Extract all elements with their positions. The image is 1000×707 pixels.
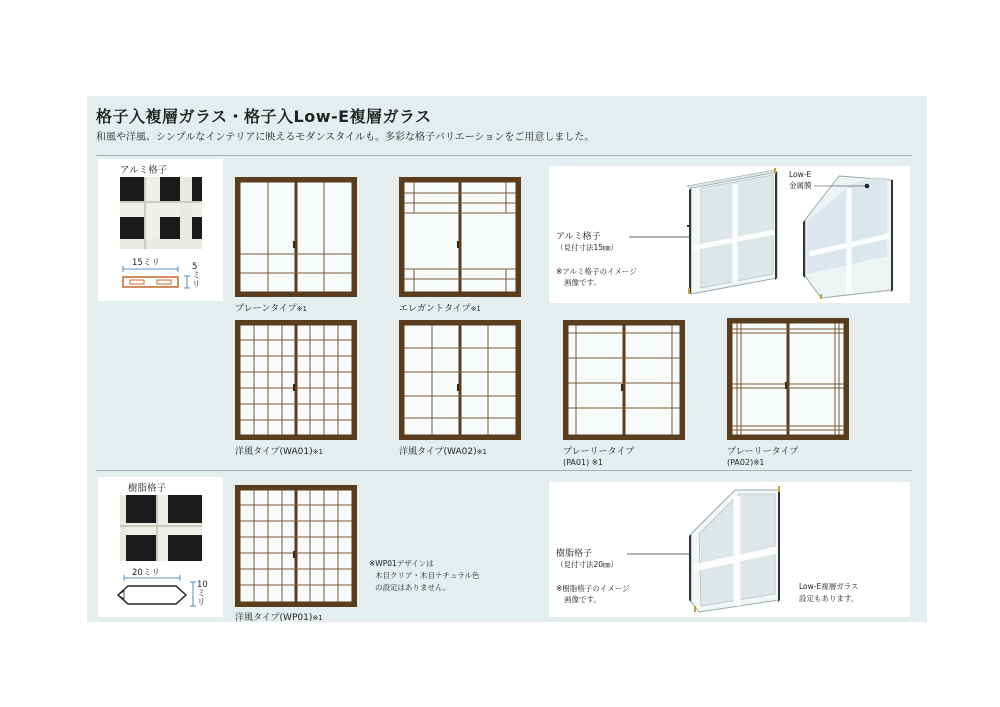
aluminum-detail-size: （見付寸法15㎜） <box>556 243 619 252</box>
aluminum-dim-width: 15ミリ <box>132 258 160 268</box>
aluminum-dim-height: 5ミリ <box>192 262 201 290</box>
page-title: 格子入複層ガラス・格子入Low-E複層ガラス <box>96 107 432 126</box>
resin-glass-detail-card <box>549 482 910 617</box>
section-divider-top <box>96 155 912 156</box>
glass-cross-section-illustration <box>549 166 910 303</box>
resin-glass-cross-section-illustration <box>549 482 910 617</box>
wp01-note-1: ※WP01デザインは <box>369 559 434 568</box>
resin-dim-width: 20ミリ <box>132 568 160 578</box>
section-divider-middle <box>96 470 912 471</box>
aluminum-grille-photo <box>120 177 202 249</box>
lowe-film-label-2: 金属膜 <box>789 181 812 190</box>
window-prairie-pa01-label: プレーリータイプ <box>563 447 635 457</box>
lowe-film-label-1: Low-E <box>789 170 812 179</box>
window-plain-type <box>235 177 357 297</box>
resin-grille-sample-card <box>98 477 223 617</box>
window-prairie-pa01-code: (PA01) ※1 <box>563 458 603 467</box>
window-prairie-pa02 <box>727 318 849 440</box>
wp01-note-3: の設定はありません。 <box>375 583 451 592</box>
aluminum-height-dimension-line <box>184 275 190 289</box>
resin-grille-label: 樹脂格子 <box>128 483 167 494</box>
resin-detail-note-1: ※樹脂格子のイメージ <box>556 584 630 593</box>
page-subtitle: 和風や洋風、シンプルなインテリアに映えるモダンスタイルも。多彩な格子バリエーションをご用意しました。 <box>96 132 595 143</box>
window-western-wa02-label: 洋風タイプ(WA02)※1 <box>399 447 487 457</box>
window-western-wa02 <box>399 320 521 440</box>
window-western-wa01 <box>235 320 357 440</box>
window-western-wp01 <box>235 485 357 607</box>
aluminum-profile-diagram <box>120 265 182 291</box>
aluminum-grille-sample-card <box>98 159 223 301</box>
window-elegant-type-label: エレガントタイプ※1 <box>399 304 481 314</box>
window-elegant-type <box>399 177 521 297</box>
resin-detail-label: 樹脂格子 <box>556 549 593 559</box>
resin-lowe-note-1: Low-E複層ガラス <box>799 582 859 591</box>
aluminum-detail-label: アルミ格子 <box>556 232 601 242</box>
aluminum-grille-label: アルミ格子 <box>120 165 168 176</box>
resin-dim-height: 10ミリ <box>197 580 208 608</box>
aluminum-glass-detail-card <box>549 166 910 303</box>
window-prairie-pa02-code: (PA02)※1 <box>727 458 765 467</box>
resin-height-dimension-line <box>190 581 196 607</box>
aluminum-detail-note-1: ※アルミ格子のイメージ <box>556 267 637 276</box>
resin-lowe-note-2: 設定もあります。 <box>799 594 859 603</box>
resin-detail-note-2: 画像です。 <box>564 595 601 604</box>
window-western-wa01-label: 洋風タイプ(WA01)※1 <box>235 447 323 457</box>
aluminum-detail-note-2: 画像です。 <box>564 278 601 287</box>
resin-detail-size: （見付寸法20㎜） <box>556 560 619 569</box>
window-plain-type-label: プレーンタイプ※1 <box>235 304 307 314</box>
wp01-note-2: 木目クリア・木目ナチュラル色 <box>375 571 480 580</box>
resin-profile-diagram <box>114 575 190 609</box>
resin-grille-photo <box>120 495 202 561</box>
window-western-wp01-label: 洋風タイプ(WP01)※1 <box>235 613 323 623</box>
window-prairie-pa01 <box>563 320 685 440</box>
window-prairie-pa02-label: プレーリータイプ <box>727 447 799 457</box>
